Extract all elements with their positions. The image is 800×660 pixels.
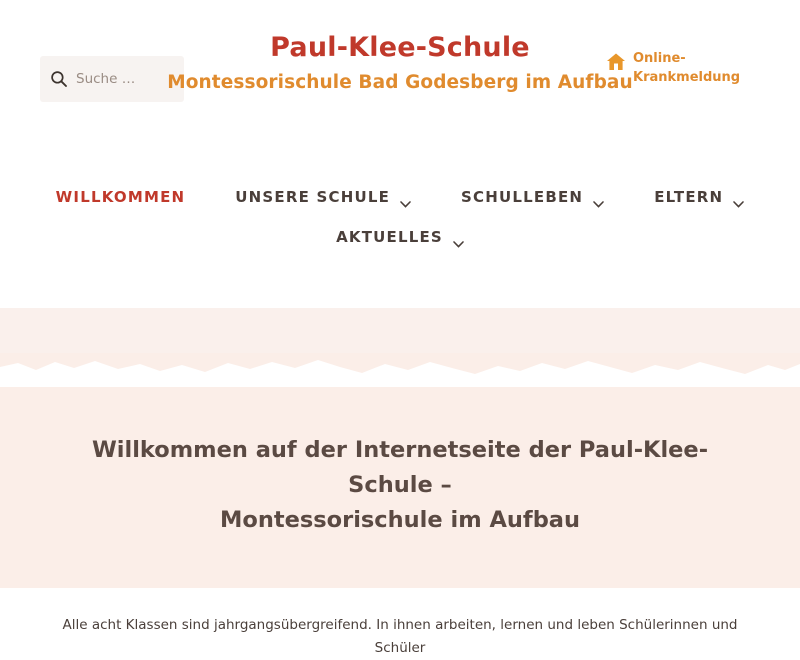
nav-item-unsere-schule[interactable] xyxy=(210,182,436,212)
nav-item-eltern[interactable] xyxy=(629,182,769,212)
main-navigation xyxy=(0,152,800,262)
hero-section xyxy=(0,353,800,588)
page-title-line2: Montessorischule im Aufbau xyxy=(219,506,581,533)
chevron-down-icon xyxy=(400,194,411,201)
intro-paragraph: Alle acht Klassen sind jahrgangsübergreifend. In ihnen arbeiten, lernen und leben Schülerinnen und Schüler xyxy=(62,617,738,656)
nav-item-label: ELTERN xyxy=(654,188,724,206)
site-header xyxy=(0,0,800,152)
chevron-down-icon xyxy=(593,194,604,201)
nav-item-aktuelles[interactable] xyxy=(311,222,489,252)
content-section xyxy=(0,588,800,660)
hero-inner xyxy=(0,353,800,538)
chevron-down-icon xyxy=(733,194,744,201)
site-tagline: Montessorischule Bad Godesberg im Aufbau xyxy=(167,72,633,94)
accent-band xyxy=(0,308,800,353)
nav-item-schulleben[interactable] xyxy=(436,182,629,212)
nav-row-secondary xyxy=(0,222,800,252)
chevron-down-icon xyxy=(453,234,464,241)
nav-item-label: AKTUELLES xyxy=(336,228,443,246)
nav-row-primary xyxy=(0,182,800,212)
page-title xyxy=(80,433,720,538)
nav-item-label: WILLKOMMEN xyxy=(55,188,186,206)
house-icon xyxy=(606,52,626,72)
site-title: Paul-Klee-Schule xyxy=(270,32,530,63)
online-krankmeldung-link[interactable] xyxy=(606,50,741,88)
nav-item-label: SCHULLEBEN xyxy=(461,188,584,206)
page-title-line1: Willkommen auf der Internetseite der Paul-Klee-Schule – xyxy=(91,437,709,498)
online-krankmeldung-label: Online-Krankmeldung xyxy=(633,51,741,85)
nav-item-label: UNSERE SCHULE xyxy=(235,188,391,206)
nav-item-willkommen[interactable] xyxy=(31,182,211,212)
